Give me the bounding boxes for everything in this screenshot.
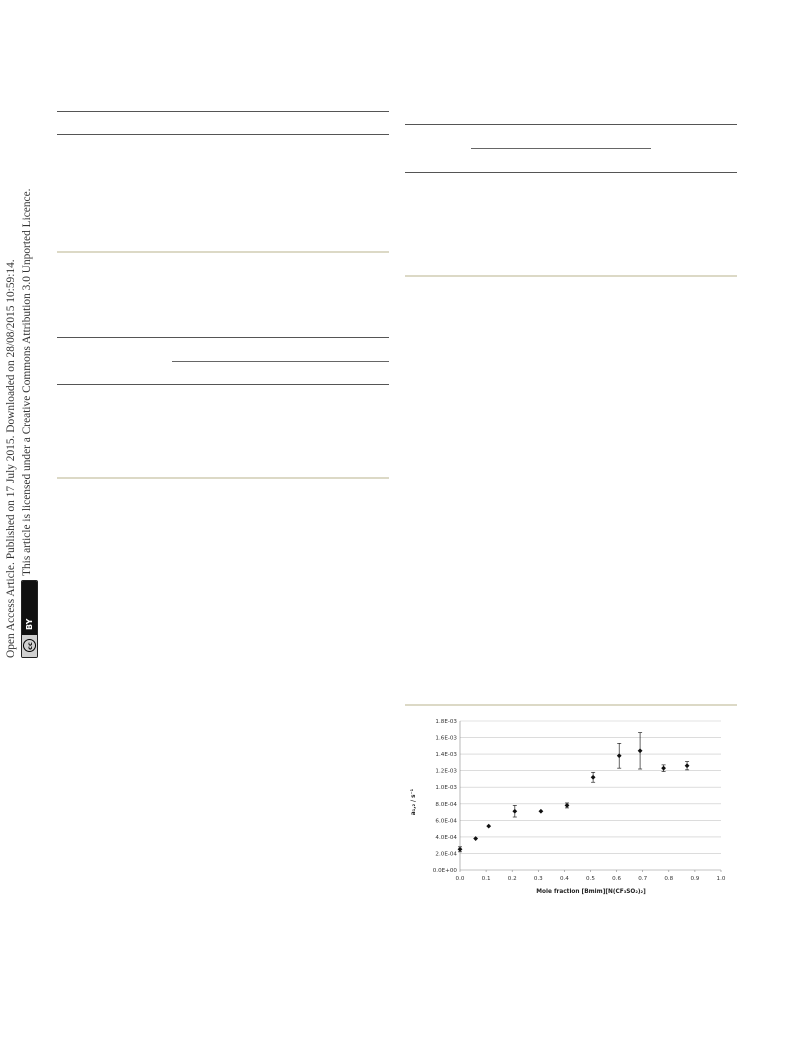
y-tick-label: 1.2E-03	[435, 768, 457, 775]
right-table-header-rule	[405, 172, 737, 173]
right-table-span-rule	[471, 148, 651, 149]
y-tick-label: 1.0E-03	[435, 785, 457, 792]
left-table2-bottom-rule	[57, 477, 389, 479]
x-tick-label: 0.1	[481, 876, 491, 882]
x-tick-label: 0.9	[690, 876, 700, 882]
data-point	[458, 847, 463, 852]
license-sidebar	[4, 188, 38, 658]
x-tick-label: 0.7	[638, 876, 648, 882]
data-point	[486, 824, 491, 829]
data-point	[512, 809, 517, 814]
data-point	[539, 809, 544, 814]
x-tick-label: 0.6	[612, 876, 622, 882]
cc-icon: cc	[22, 635, 37, 657]
x-tick-label: 1.0	[716, 876, 726, 882]
data-point	[661, 766, 666, 771]
left-table1-header-rule	[57, 134, 389, 135]
scatter-chart	[396, 708, 736, 900]
data-point	[638, 748, 643, 753]
left-table1-bottom-rule	[57, 251, 389, 253]
x-tick-label: 0.8	[664, 876, 674, 882]
left-table2-header-rule	[57, 384, 389, 385]
y-tick-label: 8.0E-04	[435, 801, 457, 808]
left-table2-span-rule	[172, 361, 389, 362]
right-table-top-rule	[405, 124, 737, 125]
x-tick-label: 0.0	[455, 876, 465, 882]
left-table1-top-rule	[57, 111, 389, 112]
x-tick-label: 0.2	[507, 876, 517, 882]
y-tick-label: 1.4E-03	[435, 752, 457, 759]
y-tick-label: 1.8E-03	[435, 719, 457, 725]
data-point	[685, 763, 690, 768]
x-tick-label: 0.4	[559, 876, 569, 882]
figure-top-rule	[405, 704, 737, 706]
y-tick-label: 2.0E-04	[435, 851, 457, 858]
right-table-bottom-rule	[405, 275, 737, 277]
sidebar-license-text: This article is licensed under a Creative Commons Attribution 3.0 Unported Licence.	[21, 188, 33, 576]
y-axis-label: a₁,₂ / s⁻¹	[411, 788, 417, 816]
x-tick-label: 0.5	[586, 876, 595, 882]
y-tick-label: 1.6E-03	[435, 735, 457, 742]
data-point	[591, 775, 596, 780]
left-table2-top-rule	[57, 337, 389, 338]
sidebar-publication-text: Open Access Article. Published on 17 July 2015. Downloaded on 28/08/2015 10:59:14.	[5, 259, 17, 658]
by-label: BY	[22, 581, 37, 635]
y-tick-label: 6.0E-04	[435, 818, 457, 825]
y-tick-label: 4.0E-04	[435, 834, 457, 841]
y-tick-label: 0.0E+00	[432, 868, 457, 874]
x-tick-label: 0.3	[533, 876, 543, 882]
cc-by-badge[interactable]	[21, 580, 38, 658]
x-axis-label: Mole fraction [Bmim][N(CF₃SO₂)₂]	[536, 889, 646, 895]
figure-chart	[396, 708, 736, 900]
